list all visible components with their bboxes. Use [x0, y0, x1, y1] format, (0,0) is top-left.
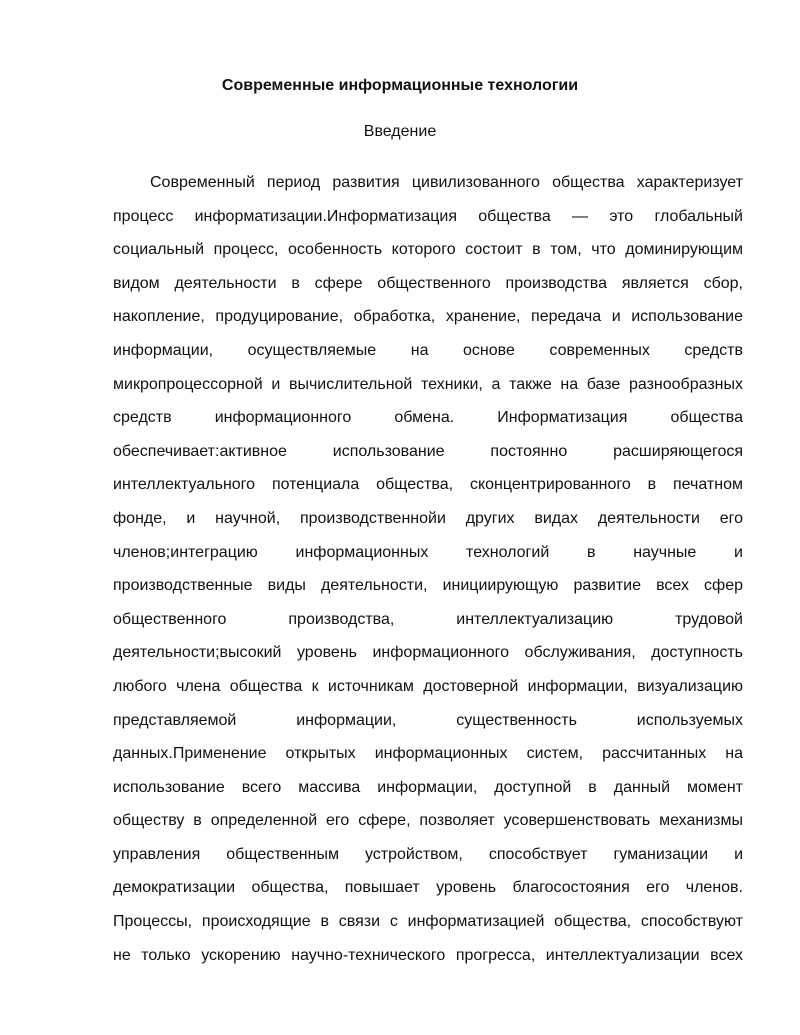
text-line: социальный процесс, особенность которого состоит в том, что доминирующим	[113, 241, 743, 259]
text-line: использование всего массива информации, доступной в данный момент	[113, 778, 743, 796]
text-line: видом деятельности в сфере общественного производства является сбор,	[113, 274, 743, 292]
text-line: интеллектуального потенциала общества, сконцентрированного в печатном	[113, 476, 743, 494]
section-heading: Введение	[363, 123, 437, 140]
text-line: любого члена общества к источникам достоверной информации, визуализацию	[113, 677, 743, 695]
text-line: представляемой информации, существенность используемых	[113, 711, 743, 729]
document-title: Современные информационные технологии	[221, 77, 579, 94]
text-line: общественного производства, интеллектуализацию трудовой	[113, 610, 743, 628]
text-line: средств информационного обмена. Информатизация общества	[113, 409, 743, 427]
text-line: Современный период развития цивилизованного общества характеризует	[150, 174, 743, 191]
text-line: управления общественным устройством, способствует гуманизации и	[113, 845, 743, 863]
text-line: обществу в определенной его сфере, позволяет усовершенствовать механизмы	[113, 812, 743, 830]
text-line: обеспечивает:активное использование постоянно расширяющегося	[113, 442, 743, 460]
text-line: процесс информатизации.Информатизация общества — это глобальный	[113, 207, 743, 225]
text-line: производственные виды деятельности, инициирующую развитие всех сфер	[113, 577, 743, 595]
text-line: демократизации общества, повышает уровень благосостояния его членов.	[113, 879, 743, 897]
text-line: не только ускорению научно-технического прогресса, интеллектуализации всех	[113, 946, 743, 964]
text-line: фонде, и научной, производственнойи других видах деятельности его	[113, 509, 743, 527]
text-line: деятельности;высокий уровень информационного обслуживания, доступность	[113, 644, 743, 662]
body-paragraph	[113, 166, 743, 972]
text-line: Процессы, происходящие в связи с информатизацией общества, способствуют	[113, 913, 743, 931]
text-line: данных.Применение открытых информационных систем, рассчитанных на	[113, 745, 743, 763]
text-line: накопление, продуцирование, обработка, хранение, передача и использование	[113, 308, 743, 326]
text-line: микропроцессорной и вычислительной техники, а также на базе разнообразных	[113, 375, 743, 393]
text-line: членов;интеграцию информационных технологий в научные и	[113, 543, 743, 561]
text-line: информации, осуществляемые на основе современных средств	[113, 341, 743, 359]
